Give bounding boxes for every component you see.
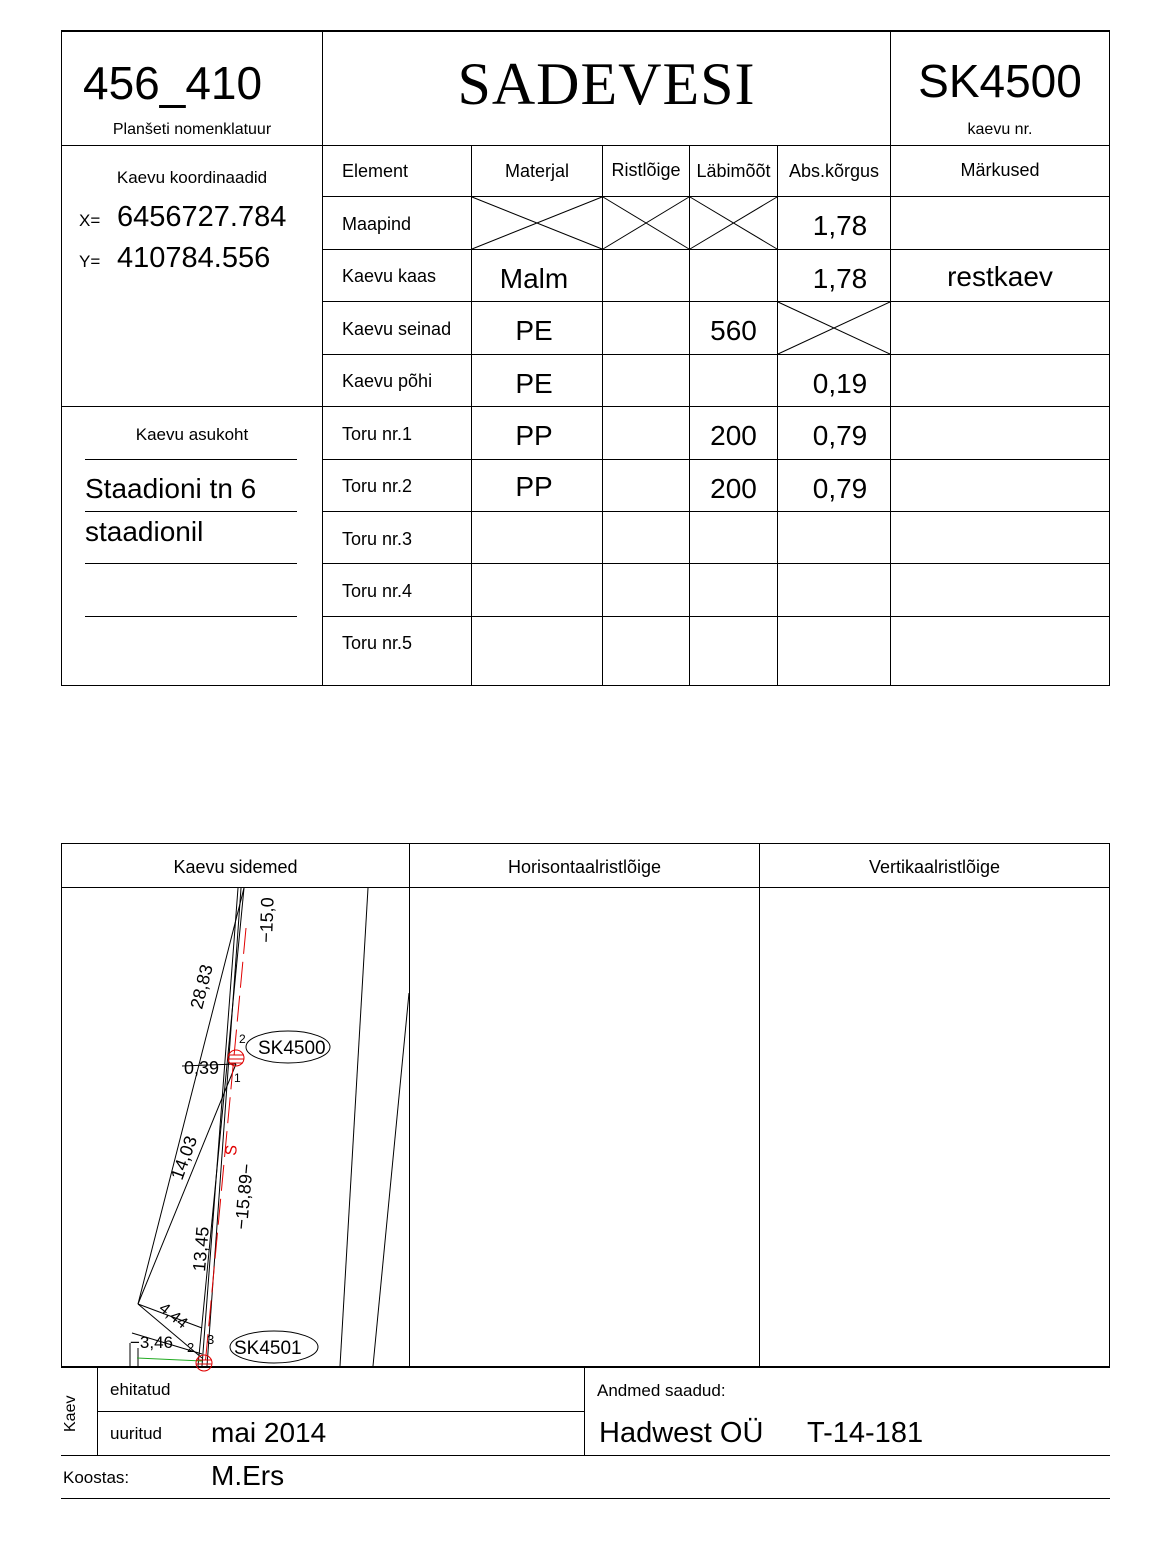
row-markused: restkaev	[947, 261, 1053, 292]
location-sketch	[62, 888, 409, 1366]
sketch-label: 28,83	[186, 962, 217, 1011]
row-materjal: PE	[515, 368, 553, 399]
sketch-label: SK4501	[234, 1338, 302, 1359]
cross-mark	[778, 302, 890, 354]
row-element: Kaevu kaas	[342, 266, 437, 286]
col-header-labimoot: Läbimõõt	[696, 161, 771, 181]
row-materjal: Malm	[499, 263, 569, 294]
location-line-2: staadionil	[85, 516, 204, 547]
page-title: SADEVESI	[457, 51, 756, 117]
andmed-label: Andmed saadud:	[597, 1381, 726, 1400]
row-labimoot: 200	[710, 420, 757, 451]
x-value: 6456727.784	[117, 201, 287, 233]
col-header-element: Element	[342, 161, 409, 181]
koostas-value: M.Ers	[211, 1460, 285, 1491]
horizontal-section-header: Horisontaalristlõige	[507, 857, 662, 877]
row-labimoot: 560	[710, 315, 757, 346]
cross-mark	[472, 197, 602, 249]
sketch-label: 13,45	[189, 1225, 213, 1273]
koostas-label: Koostas:	[63, 1468, 130, 1487]
row-element: Kaevu põhi	[342, 371, 433, 391]
sketch-label: 2	[239, 1032, 246, 1046]
sketch-label: SK4500	[258, 1038, 326, 1059]
row-abs: 0,79	[812, 420, 868, 451]
vertical-section-header: Vertikaalristlõige	[868, 857, 1001, 877]
col-header-abs-korgus: Abs.kõrgus	[788, 161, 880, 181]
col-header-markused: Märkused	[960, 160, 1040, 180]
row-abs: 0,19	[812, 368, 868, 399]
row-element: Toru nr.2	[342, 476, 413, 496]
sketch-label: −15,89−	[231, 1162, 257, 1231]
well-number-label: kaevu nr.	[967, 121, 1033, 138]
well-symbol	[228, 1050, 244, 1066]
company-name: Hadwest OÜ	[599, 1417, 764, 1449]
sketch-label: 4,44	[155, 1299, 191, 1333]
cross-mark	[690, 197, 777, 249]
document-number: T-14-181	[807, 1417, 924, 1449]
uuritud-label: uuritud	[110, 1424, 162, 1443]
ehitatud-label: ehitatud	[110, 1380, 171, 1399]
row-materjal: PP	[515, 420, 553, 451]
sketch-label: 14,03	[166, 1133, 202, 1183]
nomenclature-label: Planšeti nomenklatuur	[112, 121, 272, 138]
x-label: X=	[79, 211, 101, 230]
sketch-header: Kaevu sidemed	[173, 857, 298, 877]
coordinates-label: Kaevu koordinaadid	[116, 168, 268, 187]
row-materjal: PP	[515, 471, 553, 502]
sketch-label: −15,0	[256, 896, 278, 944]
col-header-materjal: Materjal	[504, 161, 570, 181]
row-element: Toru nr.5	[342, 633, 413, 653]
sketch-label: 2	[187, 1340, 195, 1355]
row-element: Toru nr.4	[342, 581, 413, 601]
row-element: Toru nr.3	[342, 529, 413, 549]
row-element: Kaevu seinad	[342, 319, 452, 339]
sketch-label: 1	[234, 1071, 241, 1085]
row-labimoot: 200	[710, 473, 757, 504]
location-label: Kaevu asukoht	[135, 425, 249, 444]
well-number: SK4500	[918, 55, 1082, 107]
sketch-label: −3,46	[130, 1333, 174, 1352]
location-line-1: Staadioni tn 6	[85, 473, 257, 504]
col-header-ristloige: Ristlõige	[611, 160, 681, 180]
row-abs: 0,79	[812, 473, 868, 504]
row-abs: 1,78	[812, 263, 868, 294]
row-element: Maapind	[342, 214, 412, 234]
row-materjal: PE	[515, 315, 553, 346]
row-element: Toru nr.1	[342, 424, 413, 444]
cross-mark	[603, 197, 689, 249]
y-value: 410784.556	[117, 242, 271, 274]
sketch-label: 0,39	[184, 1058, 220, 1078]
sketch-label: 3	[207, 1332, 215, 1347]
row-abs: 1,78	[812, 210, 868, 241]
kaev-label: Kaev	[62, 1395, 79, 1432]
uuritud-value: mai 2014	[211, 1417, 327, 1448]
y-label: Y=	[79, 252, 101, 271]
nomenclature-value: 456_410	[83, 57, 263, 109]
sketch-label: S	[223, 1144, 241, 1157]
